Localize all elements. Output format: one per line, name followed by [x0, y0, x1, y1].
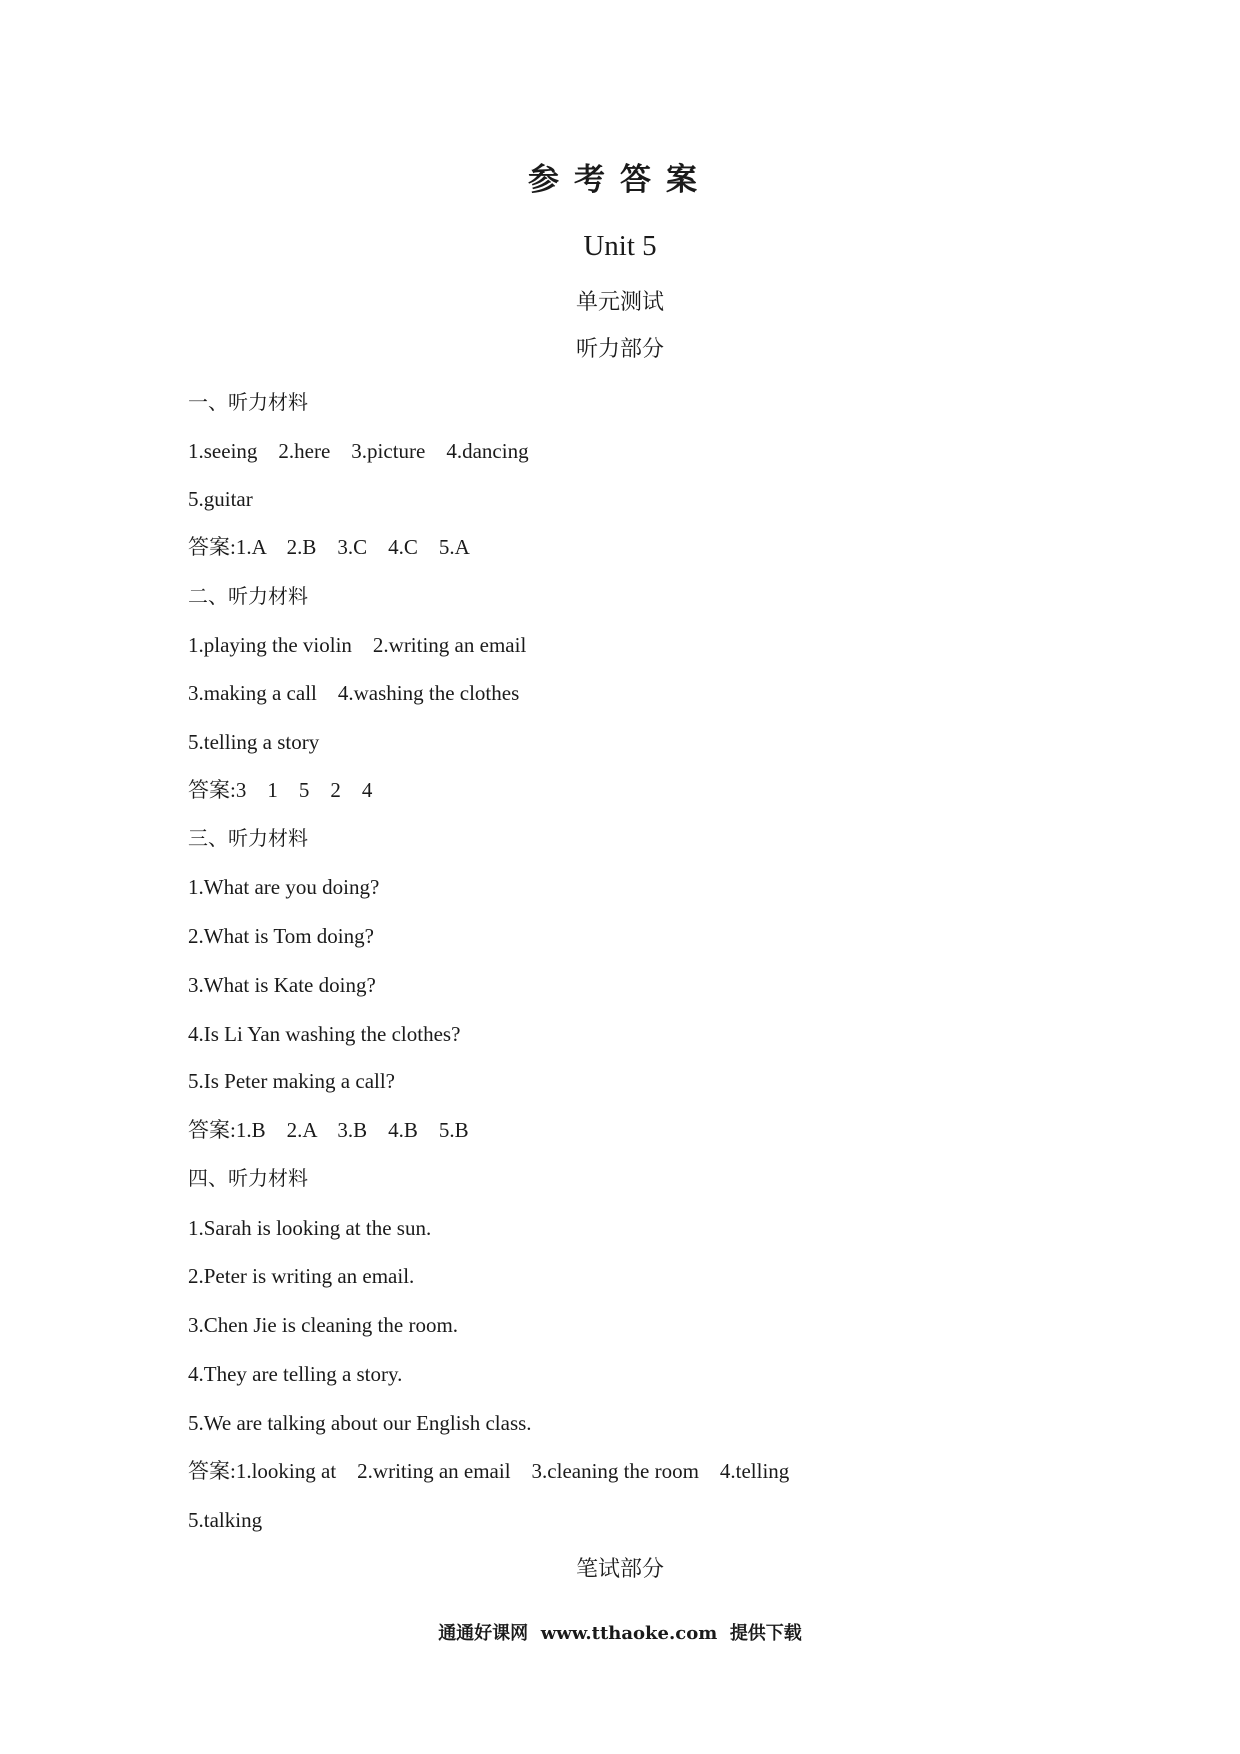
- section-line: 3.Chen Jie is cleaning the room.: [188, 1313, 459, 1337]
- section-line: 2.What is Tom doing?: [188, 924, 374, 948]
- section-line: 5.telling a story: [188, 730, 320, 754]
- section-heading: 四、听力材料: [188, 1166, 308, 1190]
- footer-url[interactable]: www.tthaoke.com: [540, 1623, 718, 1644]
- section-line: 4.They are telling a story.: [188, 1362, 403, 1386]
- section-line: 5.We are talking about our English class.: [188, 1411, 532, 1435]
- section-line: 1.What are you doing?: [188, 875, 380, 899]
- section-heading: 一、听力材料: [188, 390, 308, 414]
- section-line: 1.Sarah is looking at the sun.: [188, 1216, 432, 1240]
- section-line: 2.Peter is writing an email.: [188, 1264, 415, 1288]
- unit-title: Unit 5: [583, 230, 657, 262]
- section-line: 4.Is Li Yan washing the clothes?: [188, 1022, 461, 1046]
- section-heading: 二、听力材料: [188, 584, 308, 608]
- page-title: 参考答案: [528, 162, 712, 198]
- answer-line: 答案:1.looking at 2.writing an email 3.cleaning the room 4.telling: [188, 1459, 790, 1483]
- answer-line-continued: 5.talking: [188, 1508, 263, 1532]
- writing-section-title: 笔试部分: [575, 1557, 664, 1582]
- section-line: 5.guitar: [188, 487, 253, 511]
- section-line: 5.Is Peter making a call?: [188, 1069, 396, 1093]
- section-line: 1.playing the violin 2.writing an email: [188, 633, 527, 657]
- section-heading: 三、听力材料: [188, 826, 308, 850]
- listening-section-title: 听力部分: [575, 337, 664, 362]
- test-subtitle: 单元测试: [575, 290, 664, 315]
- answer-line: 答案:1.A 2.B 3.C 4.C 5.A: [188, 535, 470, 559]
- footer-site-name: 通通好课网: [438, 1623, 529, 1644]
- section-line: 1.seeing 2.here 3.picture 4.dancing: [188, 439, 529, 463]
- section-line: 3.making a call 4.washing the clothes: [188, 681, 520, 705]
- answer-line: 答案:1.B 2.A 3.B 4.B 5.B: [188, 1118, 469, 1142]
- footer-download-text: 提供下载: [729, 1623, 802, 1644]
- section-line: 3.What is Kate doing?: [188, 973, 376, 997]
- answer-line: 答案:3 1 5 2 4: [188, 778, 373, 802]
- footer: [0, 1622, 1240, 1646]
